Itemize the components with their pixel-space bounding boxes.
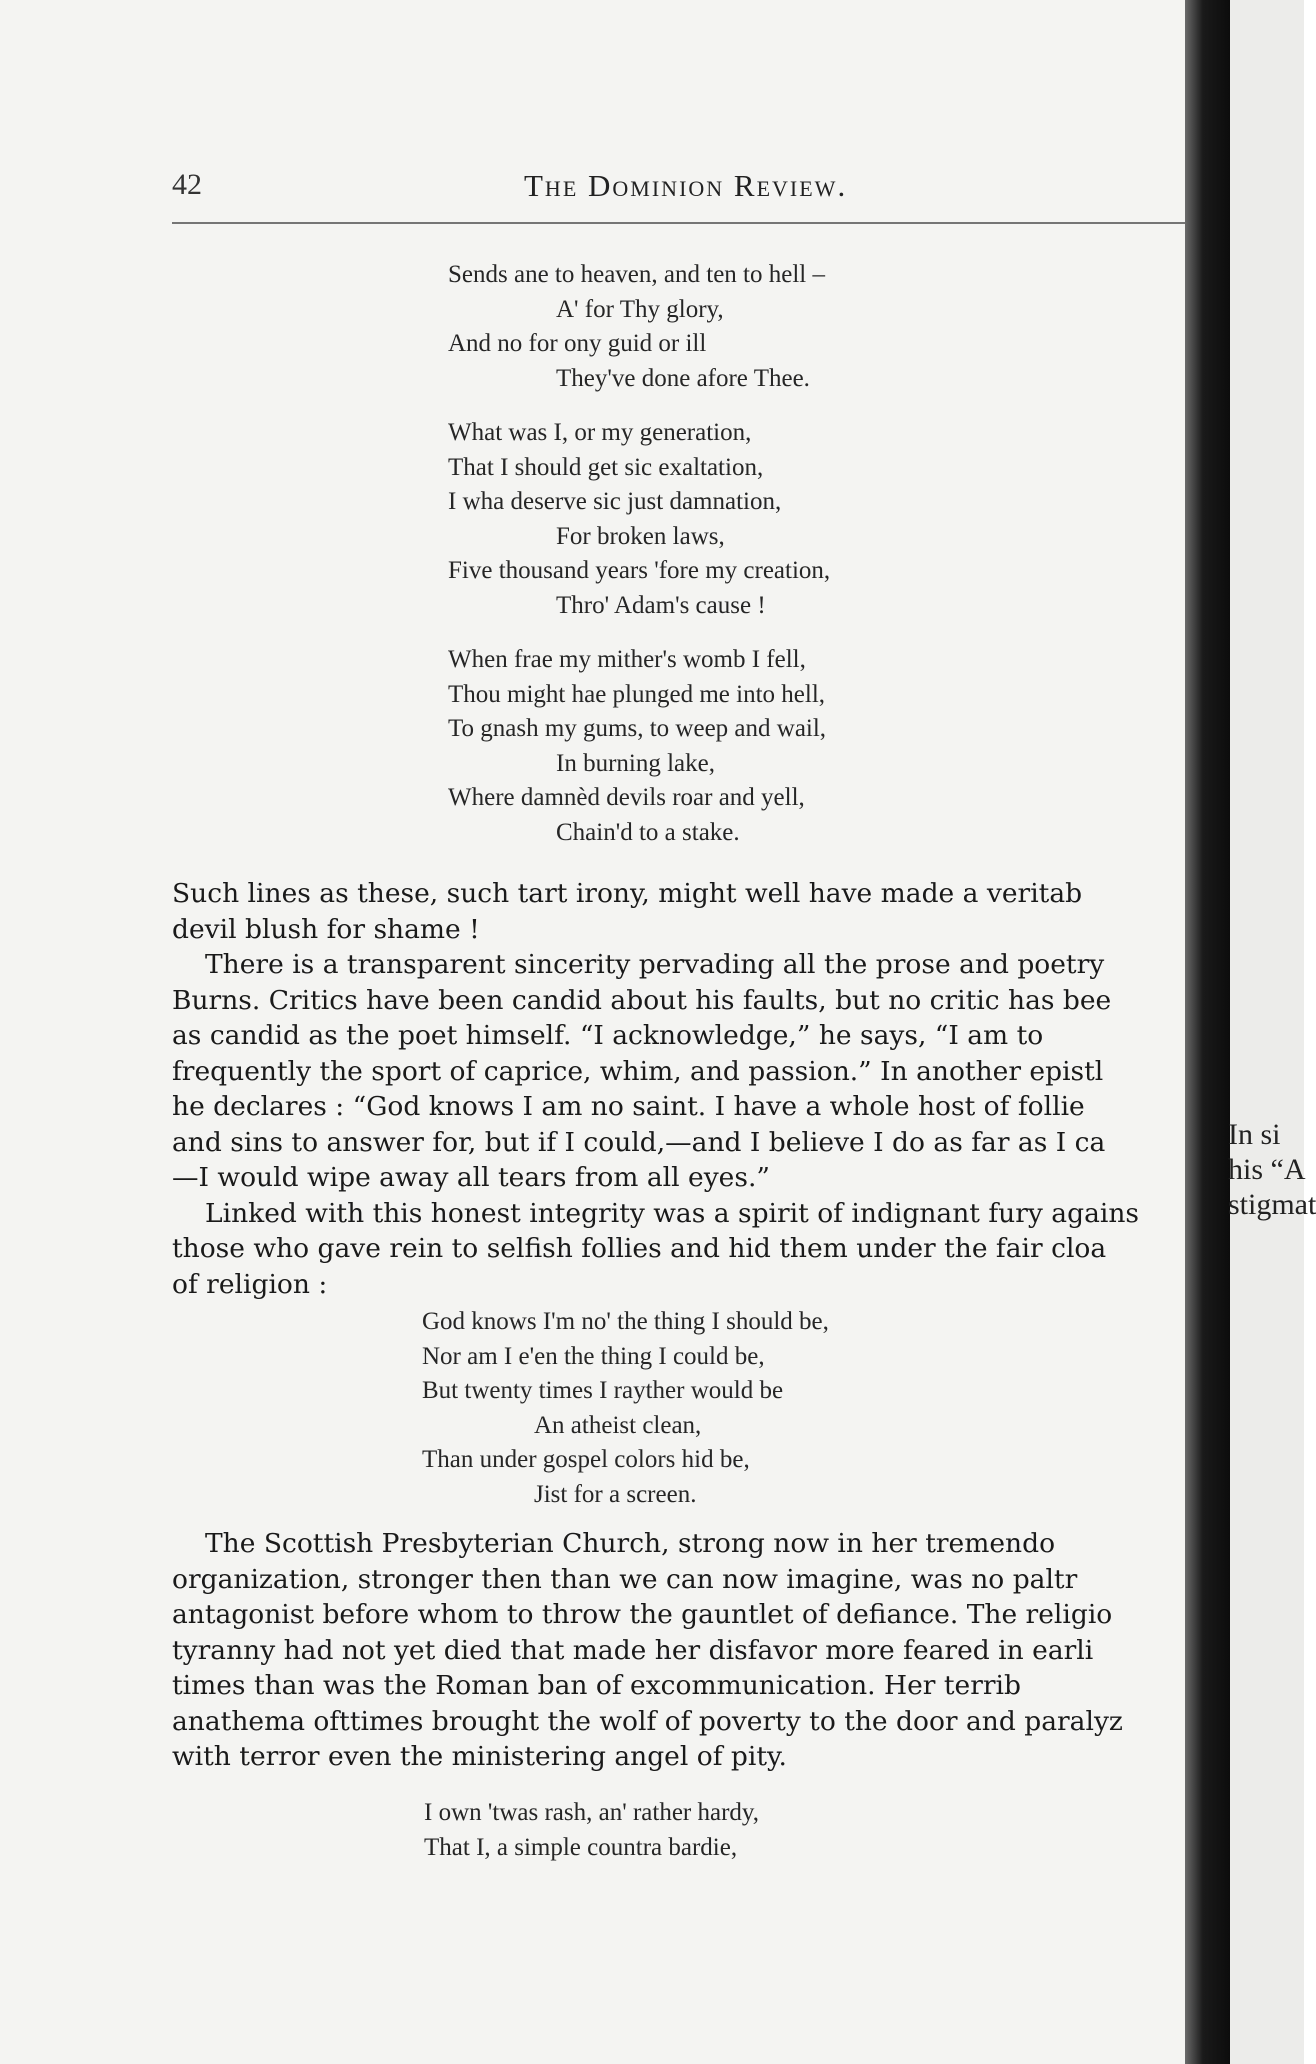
verse-line: Chain'd to a stake. <box>556 818 740 846</box>
prose-line: The Scottish Presbyterian Church, strong now in her tremendo <box>205 1528 1056 1559</box>
verse-line: Sends ane to heaven, and ten to hell – <box>448 261 825 288</box>
adjacent-page-line: In si <box>1228 1118 1281 1151</box>
adjacent-page-line: stigmat <box>1228 1188 1316 1221</box>
verse-line: And no for ony guid or ill <box>448 330 707 357</box>
verse-line: I own 'twas rash, an' rather hardy, <box>424 1799 760 1826</box>
verse-line: What was I, or my generation, <box>448 419 752 446</box>
prose-line: There is a transparent sincerity pervading all the prose and poetry <box>205 949 1105 980</box>
verse-line: A' for Thy glory, <box>556 295 724 323</box>
verse-block-1 <box>448 258 830 850</box>
verse-line: Thou might hae plunged me into hell, <box>448 680 826 708</box>
verse-line: They've done afore Thee. <box>556 364 810 392</box>
prose-line: he declares : “God knows I am no saint. I have a whole host of follie <box>172 1091 1085 1122</box>
header-rule <box>172 222 1192 224</box>
prose-line: Linked with this honest integrity was a spirit of indignant fury agains <box>205 1197 1140 1229</box>
prose-line: Such lines as these, such tart irony, might well have made a veritab <box>172 878 1083 909</box>
prose-line: of religion : <box>172 1268 328 1300</box>
adjacent-page-fragment <box>1228 0 1316 2064</box>
verse-line: To gnash my gums, to weep and wail, <box>448 715 827 742</box>
prose-line: anathema ofttimes brought the wolf of poverty to the door and paralyz <box>172 1705 1123 1737</box>
verse-line: That I should get sic exaltation, <box>448 453 764 481</box>
prose-block-2 <box>172 1526 1188 1775</box>
verse-line: But twenty times I rayther would be <box>422 1377 784 1404</box>
adjacent-page-line: his “A <box>1228 1153 1306 1186</box>
prose-line: —I would wipe away all tears from all eyes.” <box>172 1162 770 1193</box>
verse-line: In burning lake, <box>556 749 715 777</box>
prose-line: devil blush for shame ! <box>172 913 480 945</box>
prose-line: times than was the Roman ban of excommunication. Her terrib <box>172 1670 1021 1701</box>
verse-block-3 <box>424 1796 759 1865</box>
page-number: 42 <box>172 168 202 201</box>
verse-line: Thro' Adam's cause ! <box>556 591 766 619</box>
prose-line: tyranny had not yet died that made her disfavor more feared in earli <box>172 1634 1094 1666</box>
prose-line: those who gave rein to selfish follies and hid them under the fair cloa <box>172 1233 1107 1264</box>
verse-line: That I, a simple countra bardie, <box>424 1833 738 1861</box>
verse-line: When frae my mither's womb I fell, <box>448 646 806 673</box>
prose-line: antagonist before whom to throw the gauntlet of defiance. The religio <box>172 1599 1113 1630</box>
verse-block-2 <box>422 1305 829 1512</box>
verse-line: Than under gospel colors hid be, <box>422 1446 750 1473</box>
prose-line: frequently the sport of caprice, whim, and passion.” In another epistl <box>172 1055 1104 1087</box>
verse-line: Five thousand years 'fore my creation, <box>448 557 831 584</box>
page-header <box>172 168 1192 208</box>
verse-line: An atheist clean, <box>534 1411 702 1439</box>
running-head: The Dominion Review. <box>524 168 848 203</box>
prose-line: and sins to answer for, but if I could,—and I believe I do as far as I ca <box>172 1126 1106 1158</box>
verse-line: Nor am I e'en the thing I could be, <box>422 1342 765 1370</box>
prose-line: as candid as the poet himself. “I acknowledge,” he says, “I am to <box>172 1020 1044 1051</box>
verse-line: Where damnèd devils roar and yell, <box>448 784 805 811</box>
verse-line: I wha deserve sic just damnation, <box>448 488 782 515</box>
prose-line: with terror even the ministering angel of pity. <box>172 1741 787 1772</box>
page-gutter-shadow <box>1185 0 1230 2064</box>
verse-line: Jist for a screen. <box>534 1480 697 1508</box>
verse-line: God knows I'm no' the thing I should be, <box>422 1308 829 1335</box>
prose-line: Burns. Critics have been candid about his faults, but no critic has bee <box>172 984 1112 1016</box>
prose-line: organization, stronger then than we can now imagine, was no paltr <box>172 1563 1078 1595</box>
prose-block-1 <box>172 876 1188 1302</box>
verse-line: For broken laws, <box>556 522 725 550</box>
